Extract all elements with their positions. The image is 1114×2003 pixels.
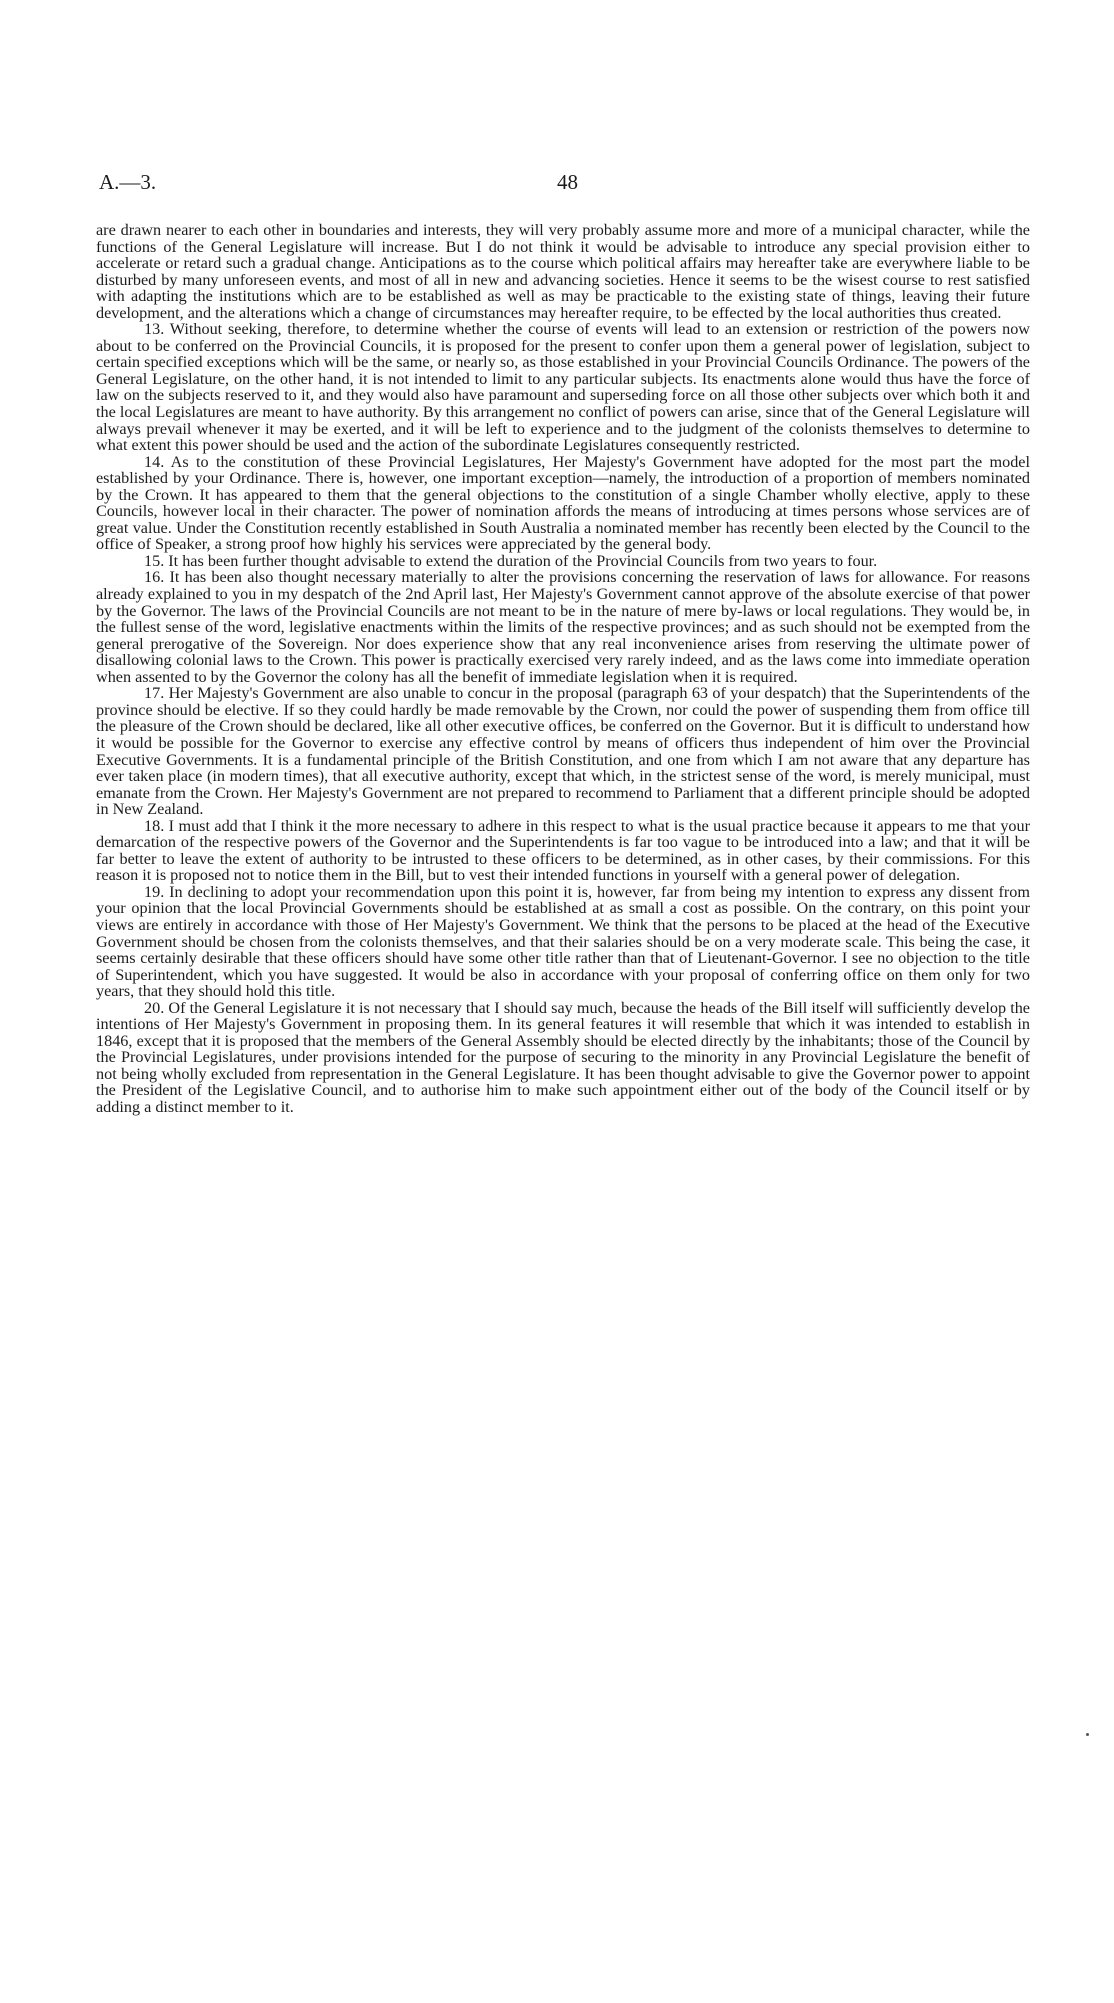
- paragraph-13: 13. Without seeking, therefore, to determine whether the course of events will lead to an extension or restriction of the powers now about to be conferred on the Provincial Councils, it is proposed for the present to confer upon them a general power of legislation, subject to certain specified exceptions which will be the same, or nearly so, as those established in your Provincial Councils Ordinance. The powers of the General Legislature, on the other hand, it is not intended to limit to any particular subjects. Its enactments alone would thus have the force of law on the subjects reserved to it, and they would also have paramount and superseding force on all those other subjects over which both it and the local Legislatures are meant to have authority. By this arrangement no conflict of powers can arise, since that of the General Legislature will always prevail whenever it may be exerted, and it will be left to experience and to the judgment of the colonists themselves to determine to what extent this power should be used and the action of the subordinate Legislatures consequently restricted.: [96, 320, 1030, 455]
- paragraph-continued: are drawn nearer to each other in boundaries and interests, they will very probably assume more and more of a municipal character, while the functions of the General Legislature will increase. But I do not think it would be advisable to introduce any special provision either to accelerate or retard such a gradual change. Anticipations as to the course which political affairs may hereafter take are everywhere liable to be disturbed by many unforeseen events, and most of all in new and advancing societies. Hence it seems to be the wisest course to rest satisfied with adapting the institutions which are to be established as well as may be practicable to the existing state of things, leaving their future development, and the alterations which a change of circumstances may hereafter require, to be effected by the local authorities thus created.: [96, 221, 1030, 322]
- paragraph-15: 15. It has been further thought advisable to extend the duration of the Provincial Councils from two years to four.: [144, 551, 878, 570]
- paragraph-19: 19. In declining to adopt your recommendation upon this point it is, however, far from being my intention to express any dissent from your opinion that the local Provincial Governments should be established at as small a cost as possible. On the contrary, on this point your views are entirely in accordance with those of Her Majesty's Government. We think that the persons to be placed at the head of the Executive Government should be chosen from the colonists themselves, and that their salaries should be on a very moderate scale. This being the case, it seems certainly desirable that these officers should have some other title rather than that of Lieutenant-Governor. I see no objection to the title of Superintendent, which you have suggested. It would be also in accordance with your proposal of conferring office on them only for two years, that they should hold this title.: [96, 882, 1030, 1001]
- page-header: [99, 170, 1029, 200]
- ink-speck: [1086, 1733, 1089, 1736]
- paragraph-20: 20. Of the General Legislature it is not necessary that I should say much, because the heads of the Bill itself will sufficiently develop the intentions of Her Majesty's Government in proposing them. In its general features it will resemble that which it was intended to establish in 1846, except that it is proposed that the members of the General Assembly should be elected directly by the inhabitants; those of the Council by the Provincial Legislatures, under provisions intended for the purpose of securing to the minority in any Provincial Legislature the benefit of not being wholly excluded from representation in the General Legislature. It has been thought advisable to give the Governor power to appoint the President of the Legislative Council, and to authorise him to make such appointment either out of the body of the Council itself or by adding a distinct member to it.: [96, 998, 1030, 1116]
- paragraph-17: 17. Her Majesty's Government are also unable to concur in the proposal (paragraph 63 of your despatch) that the Superintendents of the province should be elective. If so they could hardly be made removable by the Crown, nor could the power of suspending them from office till the pleasure of the Crown should be declared, like all other executive offices, be conferred on the Governor. But it is difficult to understand how it would be possible for the Governor to exercise any effective control by means of officers thus independent of him over the Provincial Executive Governments. It is a fundamental principle of the British Constitution, and one from which I am not aware that any departure has ever taken place (in modern times), that all executive authority, except that which, in the strictest sense of the word, is merely municipal, must emanate from the Crown. Her Majesty's Government are not prepared to recommend to Parliament that a different principle should be adopted in New Zealand.: [96, 684, 1030, 819]
- paragraph-16: 16. It has been also thought necessary materially to alter the provisions concerning the reservation of laws for allowance. For reasons already explained to you in my despatch of the 2nd April last, Her Majesty's Government cannot approve of the absolute exercise of that power by the Governor. The laws of the Provincial Councils are not meant to be in the nature of mere by-laws or local regulations. They would be, in the fullest sense of the word, legislative enactments within the limits of the respective provinces; and as such should not be exempted from the general prerogative of the Sovereign. Nor does experience show that any real inconvenience arises from reserving the ultimate power of disallowing colonial laws to the Crown. This power is practically exercised very rarely indeed, and as the laws come into immediate operation when assented to by the Governor the colony has all the benefit of immediate legislation when it is required.: [96, 568, 1030, 686]
- paragraph-14: 14. As to the constitution of these Provincial Legislatures, Her Majesty's Government have adopted for the most part the model established by your Ordinance. There is, however, one important exception—namely, the introduction of a proportion of members nominated by the Crown. It has appeared to them that the general objections to the constitution of a single Chamber wholly elective, apply to these Councils, however local in their character. The power of nomination affords the means of introducing at times persons whose services are of great value. Under the Constitution recently established in South Australia a nominated member has recently been elected by the Council to the office of Speaker, a strong proof how highly his services were appreciated by the general body.: [96, 452, 1030, 554]
- document-reference: A.—3.: [99, 170, 157, 194]
- paragraph-18: 18. I must add that I think it the more necessary to adhere in this respect to what is the usual practice because it appears to me that your demarcation of the respective powers of the Governor and the Superintendents is far too vague to be introduced into a law; and that it will be far better to leave the extent of authority to be intrusted to these officers to be determined, as in other cases, by their commissions. For this reason it is proposed not to notice them in the Bill, but to vest their intended functions in yourself with a general power of delegation.: [96, 816, 1030, 885]
- document-body: [96, 222, 1030, 1116]
- page-number: 48: [557, 170, 578, 194]
